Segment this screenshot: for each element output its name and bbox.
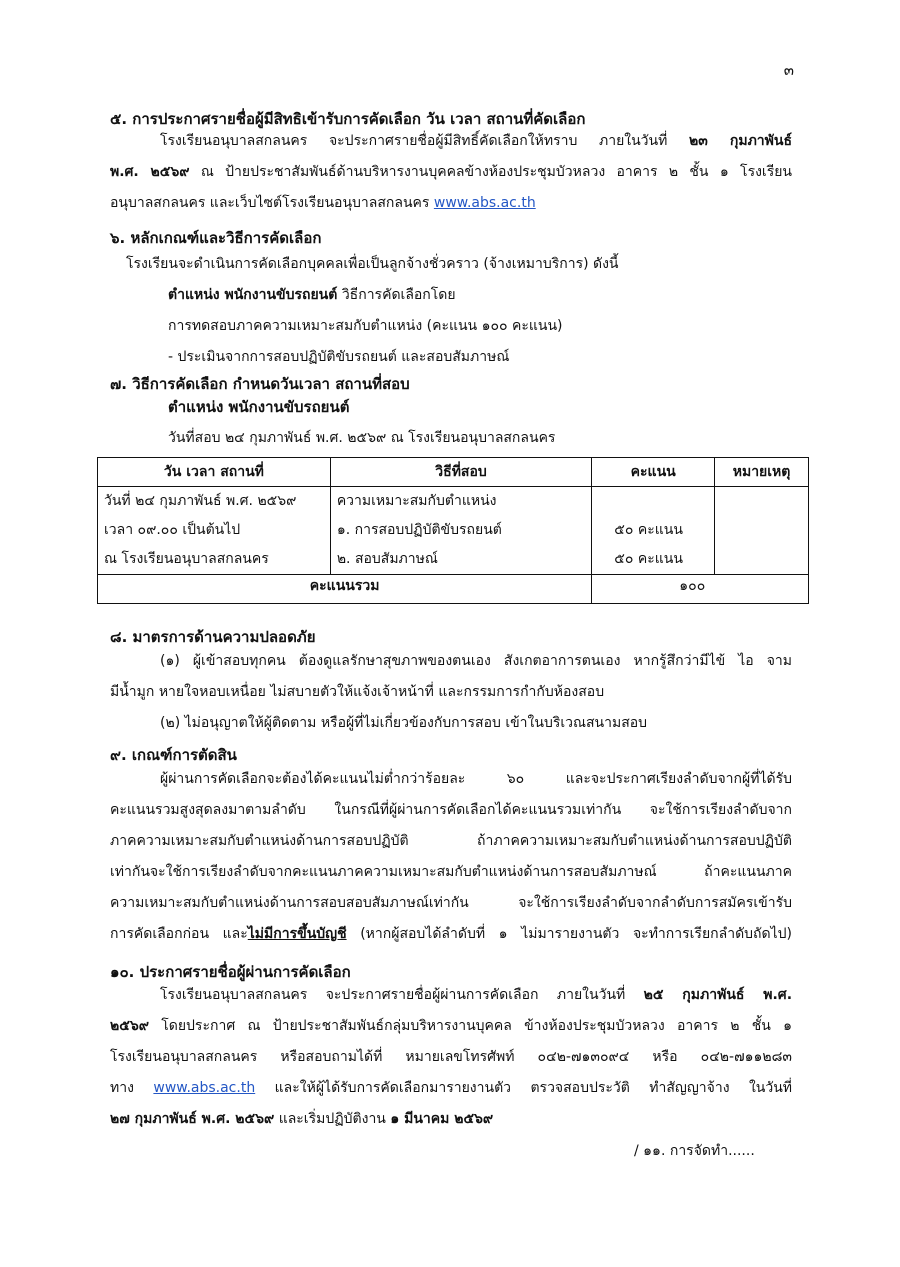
cell-exam-method: ความเหมาะสมกับตำแหน่ง ๑. การสอบปฏิบัติขับรถยนต์ ๒. สอบสัมภาษณ์ <box>330 487 591 575</box>
section-8-heading: ๘. มาตรการด้านความปลอดภัย <box>110 628 316 646</box>
total-value: ๑๐๐ <box>592 575 809 604</box>
section-7-exam-date: วันที่สอบ ๒๔ กุมภาพันธ์ พ.ศ. ๒๕๖๙ ณ โรงเรียนอนุบาลสกลนคร <box>168 430 556 446</box>
table-total-row <box>98 575 809 604</box>
section-9-line-6: การคัดเลือกก่อน และไม่มีการขึ้นบัญชี (หากผู้สอบได้ลำดับที่ ๑ ไม่มารายงานตัว จะทำการเรียกลำดับถัดไป) <box>110 926 792 942</box>
table-row <box>98 487 809 575</box>
section-10-line-2: ๒๕๖๙ โดยประกาศ ณ ป้ายประชาสัมพันธ์กลุ่มบริหารงานบุคคล ข้างห้องประชุมบัวหลวง อาคาร ๒ ชั้น ๑ <box>110 1018 792 1034</box>
exam-schedule-table <box>97 457 809 604</box>
section-9-line-4: เท่ากันจะใช้การเรียงลำดับจากคะแนนภาคความเหมาะสมกับตำแหน่งด้านการสอบสัมภาษณ์ ถ้าคะแนนภาค <box>110 864 792 880</box>
school-website-link[interactable]: www.abs.ac.th <box>433 195 536 211</box>
section-6-line-3: การทดสอบภาคความเหมาะสมกับตำแหน่ง (คะแนน ๑๐๐ คะแนน) <box>168 318 563 334</box>
section-5-body <box>110 126 792 219</box>
table-header-row <box>98 458 809 487</box>
cell-remark <box>715 487 809 575</box>
section-9-line-2: คะแนนรวมสูงสุดลงมาตามลำดับ ในกรณีที่ผู้ผ่านการคัดเลือกได้คะแนนรวมเท่ากัน จะใช้การเรียงลำดับจาก <box>110 802 792 818</box>
section-10-heading: ๑๐. ประกาศรายชื่อผู้ผ่านการคัดเลือก <box>110 963 351 981</box>
total-label: คะแนนรวม <box>98 575 592 604</box>
section-9-line-3: ภาคความเหมาะสมกับตำแหน่งด้านการสอบปฏิบัติ ถ้าภาคความเหมาะสมกับตำแหน่งด้านการสอบปฏิบัติ <box>110 833 792 849</box>
section-8-line-2: มีน้ำมูก หายใจหอบเหนื่อย ไม่สบายตัวให้แจ้งเจ้าหน้าที่ และกรรมการกำกับห้องสอบ <box>110 684 605 700</box>
header-score: คะแนน <box>592 458 715 487</box>
page-number: ๓ <box>783 61 794 79</box>
section-6-body <box>126 249 806 373</box>
header-remark: หมายเหตุ <box>715 458 809 487</box>
section-8-body <box>110 646 792 739</box>
section-9-body <box>110 764 792 950</box>
section-8-line-1: (๑) ผู้เข้าสอบทุกคน ต้องดูแลรักษาสุขภาพของตนเอง สังเกตอาการตนเอง หากรู้สึกว่ามีไข้ ไอ จาม <box>160 653 792 669</box>
section-7-body <box>168 392 808 454</box>
section-6-line-2: ตำแหน่ง พนักงานขับรถยนต์ วิธีการคัดเลือกโดย <box>168 287 456 303</box>
school-website-link-2[interactable]: www.abs.ac.th <box>153 1080 256 1096</box>
section-10-line-3: โรงเรียนอนุบาลสกลนคร หรือสอบถามได้ที่ หมายเลขโทรศัพท์ ๐๔๒-๗๑๓๐๙๔ หรือ ๐๔๒-๗๑๑๒๘๓ <box>110 1049 792 1065</box>
section-5-line-3: อนุบาลสกลนคร และเว็บไซต์โรงเรียนอนุบาลสกลนคร www.abs.ac.th <box>110 195 536 211</box>
section-6-line-1: โรงเรียนจะดำเนินการคัดเลือกบุคคลเพื่อเป็นลูกจ้างชั่วคราว (จ้างเหมาบริการ) ดังนี้ <box>126 256 619 272</box>
section-10-line-5: ๒๗ กุมภาพันธ์ พ.ศ. ๒๕๖๙ และเริ่มปฏิบัติงาน ๑ มีนาคม ๒๕๖๙ <box>110 1111 494 1127</box>
cell-date-time-place: วันที่ ๒๔ กุมภาพันธ์ พ.ศ. ๒๕๖๙ เวลา ๐๙.๐๐ เป็นต้นไป ณ โรงเรียนอนุบาลสกลนคร <box>98 487 331 575</box>
section-10-line-4: ทาง www.abs.ac.th และให้ผู้ได้รับการคัดเลือกมารายงานตัว ตรวจสอบประวัติ ทำสัญญาจ้าง ในวันที่ <box>110 1080 792 1096</box>
section-5-line-1: โรงเรียนอนุบาลสกลนคร จะประกาศรายชื่อผู้มีสิทธิ์คัดเลือกให้ทราบ ภายในวันที่ ๒๓ กุมภาพันธ์ <box>160 133 792 149</box>
section-5-heading: ๕. การประกาศรายชื่อผู้มีสิทธิเข้ารับการคัดเลือก วัน เวลา สถานที่คัดเลือก <box>110 110 586 128</box>
section-6-heading: ๖. หลักเกณฑ์และวิธีการคัดเลือก <box>110 229 322 247</box>
section-10-line-1: โรงเรียนอนุบาลสกลนคร จะประกาศรายชื่อผู้ผ่านการคัดเลือก ภายในวันที่ ๒๕ กุมภาพันธ์ พ.ศ. <box>160 987 792 1003</box>
section-8-line-3: (๒) ไม่อนุญาตให้ผู้ติดตาม หรือผู้ที่ไม่เกี่ยวข้องกับการสอบ เข้าในบริเวณสนามสอบ <box>160 715 648 731</box>
cell-score: ๕๐ คะแนน ๕๐ คะแนน <box>592 487 715 575</box>
section-5-line-2: พ.ศ. ๒๕๖๙ ณ ป้ายประชาสัมพันธ์ด้านบริหารงานบุคคลข้างห้องประชุมบัวหลวง อาคาร ๒ ชั้น ๑ โรงเรียน <box>110 164 792 180</box>
header-date-time-place: วัน เวลา สถานที่ <box>98 458 331 487</box>
section-9-heading: ๙. เกณฑ์การตัดสิน <box>110 746 237 764</box>
section-9-line-1: ผู้ผ่านการคัดเลือกจะต้องได้คะแนนไม่ต่ำกว่าร้อยละ ๖๐ และจะประกาศเรียงลำดับจากผู้ที่ได้รับ <box>160 771 792 787</box>
section-7-heading: ๗. วิธีการคัดเลือก กำหนดวันเวลา สถานที่สอบ <box>110 375 410 393</box>
header-exam-method: วิธีที่สอบ <box>330 458 591 487</box>
section-7-position: ตำแหน่ง พนักงานขับรถยนต์ <box>168 398 350 416</box>
section-6-line-4: - ประเมินจากการสอบปฏิบัติขับรถยนต์ และสอบสัมภาษณ์ <box>168 349 510 365</box>
continuation-footer: / ๑๑. การจัดทำ...... <box>634 1143 755 1159</box>
section-9-line-5: ความเหมาะสมกับตำแหน่งด้านการสอบสอบสัมภาษณ์เท่ากัน จะใช้การเรียงลำดับจากลำดับการสมัครเข้ารับ <box>110 895 792 911</box>
section-10-body <box>110 980 792 1135</box>
